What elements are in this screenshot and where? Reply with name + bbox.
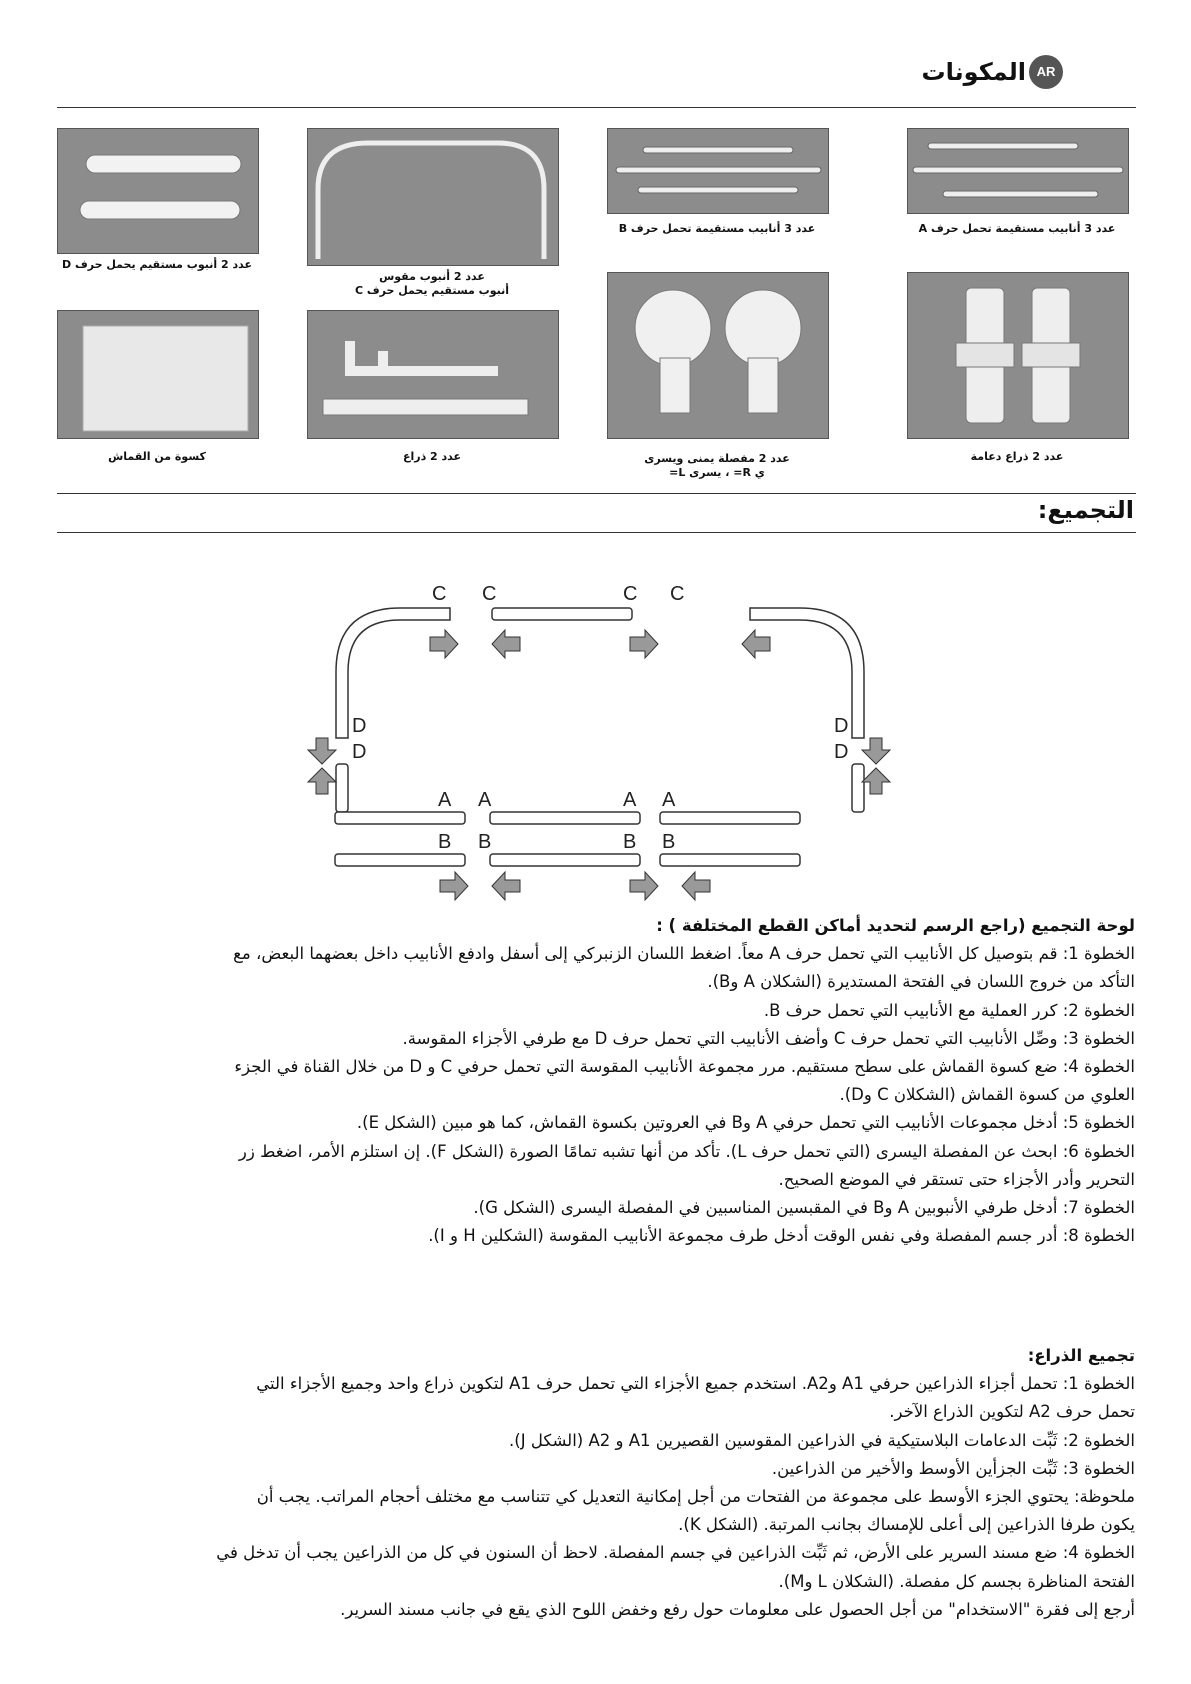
board-heading: لوحة التجميع (راجع الرسم لتحديد أماكن القطع المختلفة ) :	[656, 916, 1135, 935]
caption-hinge-line1: عدد 2 مفصلة يمنى ويسرى	[644, 452, 790, 465]
label-c-4: C	[670, 583, 685, 605]
label-d-3: D	[834, 715, 849, 737]
board-line: الخطوة 3: وصِّل الأنابيب التي تحمل حرف C وأضف الأنابيب التي تحمل حرف D مع طرفي الأجزاء المقوسة.	[402, 1028, 1135, 1048]
arm-line: الخطوة 3: ثَبِّت الجزأين الأوسط والأخير من الذراعين.	[771, 1458, 1135, 1478]
caption-hinge-line2: ي R= ، يسرى L=	[669, 466, 765, 479]
arm-heading: تجميع الذراع:	[1027, 1346, 1135, 1365]
label-d-1: D	[352, 715, 367, 737]
label-a-1: A	[438, 789, 452, 811]
arm-line: الخطوة 4: ضع مسند السرير على الأرض، ثم ثَبِّت الذراعين في جسم المفصلة. لاحظ أن السنون في كل من الذراعين يجب أن تدخل في	[216, 1543, 1135, 1563]
arm-assembly-text	[55, 1342, 1135, 1624]
board-line: الخطوة 6: ابحث عن المفصلة اليسرى (التي تحمل حرف L). تأكد من أنها تشبه تمامًا الصورة (الشكل F). إن استلزم الأمر، اضغط زر	[238, 1141, 1135, 1161]
board-line: العلوي من كسوة القماش (الشكلان C وD).	[839, 1085, 1135, 1105]
components-divider	[57, 493, 1136, 494]
arm-line: الخطوة 1: تحمل أجزاء الذراعين حرفي A1 وA2. استخدم جميع الأجزاء التي تحمل حرف A1 لتكوين ذراع واحد وجميع الأجزاء التي	[256, 1374, 1135, 1394]
caption-tubes-a: عدد 3 أنابيب مستقيمة تحمل حرف A	[918, 222, 1116, 235]
label-b-4: B	[662, 831, 676, 853]
label-c-1: C	[432, 583, 447, 605]
photo-tubes-b	[607, 128, 829, 214]
caption-hinge	[607, 452, 827, 480]
board-line: الخطوة 1: قم بتوصيل كل الأنابيب التي تحمل حرف A معاً. اضغط اللسان الزنبركي إلى أسفل وادفع الأنابيب داخل بعضهما البعض، مع	[233, 944, 1135, 964]
photo-arc-tube	[307, 128, 559, 266]
assembly-board-text	[55, 912, 1135, 1250]
page-title: المكونات	[921, 58, 1026, 86]
board-line: الخطوة 4: ضع كسوة القماش على سطح مستقيم. مرر مجموعة الأنابيب المقوسة التي تحمل حرفي C و D من خلال القناة في الجزء	[234, 1057, 1135, 1077]
board-line: الخطوة 7: أدخل طرفي الأنبوبين A وB في المقبسين المناسبين في المفصلة اليسرى (الشكل G).	[473, 1198, 1135, 1218]
photo-support-arm	[907, 272, 1129, 439]
photo-fabric	[57, 310, 259, 439]
arm-line: ملحوظة: يحتوي الجزء الأوسط على مجموعة من الفتحات من أجل إمكانية التعديل كي تتناسب مع مختلف أحجام المراتب. يجب أن	[256, 1487, 1135, 1507]
board-line: الخطوة 2: كرر العملية مع الأنابيب التي تحمل حرف B.	[763, 1000, 1135, 1020]
label-b-1: B	[438, 831, 452, 853]
caption-arc-tube-line2: أنبوب مستقيم يحمل حرف C	[354, 284, 510, 297]
assembly-diagram	[300, 572, 900, 902]
board-line: الخطوة 5: أدخل مجموعات الأنابيب التي تحمل حرفي A وB في العروتين بكسوة القماش، كما هو مبين (الشكل E).	[356, 1113, 1135, 1133]
caption-support-arm: عدد 2 ذراع دعامة	[970, 450, 1064, 463]
assembly-divider	[57, 532, 1136, 533]
caption-fabric: كسوة من القماش	[108, 450, 206, 463]
photo-arm	[307, 310, 559, 439]
photo-tubes-a	[907, 128, 1129, 214]
board-line: التحرير وأدر الأجزاء حتى تستقر في الموضع الصحيح.	[778, 1169, 1135, 1189]
label-b-3: B	[623, 831, 637, 853]
label-d-2: D	[352, 741, 367, 763]
label-d-4: D	[834, 741, 849, 763]
arm-line: أرجع إلى فقرة "الاستخدام" من أجل الحصول على معلومات حول رفع وخفض اللوح الذي يقع في جانب مسند السرير.	[340, 1599, 1135, 1619]
photo-hinge	[607, 272, 829, 439]
board-line: الخطوة 8: أدر جسم المفصلة وفي نفس الوقت أدخل طرف مجموعة الأنابيب المقوسة (الشكلين H و I).	[428, 1226, 1135, 1246]
header-divider	[57, 107, 1136, 108]
arm-line: الفتحة المناظرة بجسم كل مفصلة. (الشكلان L وM).	[778, 1571, 1135, 1591]
caption-arc-tube-line1: عدد 2 أنبوب مقوس	[379, 270, 485, 283]
language-badge: AR	[1029, 55, 1063, 89]
caption-tube-d: عدد 2 أنبوب مستقيم يحمل حرف D	[62, 258, 252, 271]
arm-line: يكون طرفا الذراعين إلى أعلى للإمساك بجانب المرتبة. (الشكل K).	[678, 1515, 1135, 1535]
label-a-4: A	[662, 789, 676, 811]
board-line: التأكد من خروج اللسان في الفتحة المستديرة (الشكلان A وB).	[707, 972, 1135, 992]
caption-arc-tube	[307, 270, 557, 298]
caption-arm: عدد 2 ذراع	[402, 450, 462, 463]
label-b-2: B	[478, 831, 492, 853]
assembly-title: التجميع:	[1037, 496, 1134, 524]
caption-tubes-b: عدد 3 أنابيب مستقيمة تحمل حرف B	[618, 222, 816, 235]
label-c-3: C	[623, 583, 638, 605]
label-a-2: A	[478, 789, 492, 811]
label-c-2: C	[482, 583, 497, 605]
arm-line: الخطوة 2: ثَبِّت الدعامات البلاستيكية في الذراعين المقوسين القصيرين A1 و A2 (الشكل J).	[509, 1430, 1135, 1450]
arm-line: تحمل حرف A2 لتكوين الذراع الآخر.	[889, 1402, 1135, 1422]
label-a-3: A	[623, 789, 637, 811]
photo-tube-d	[57, 128, 259, 254]
